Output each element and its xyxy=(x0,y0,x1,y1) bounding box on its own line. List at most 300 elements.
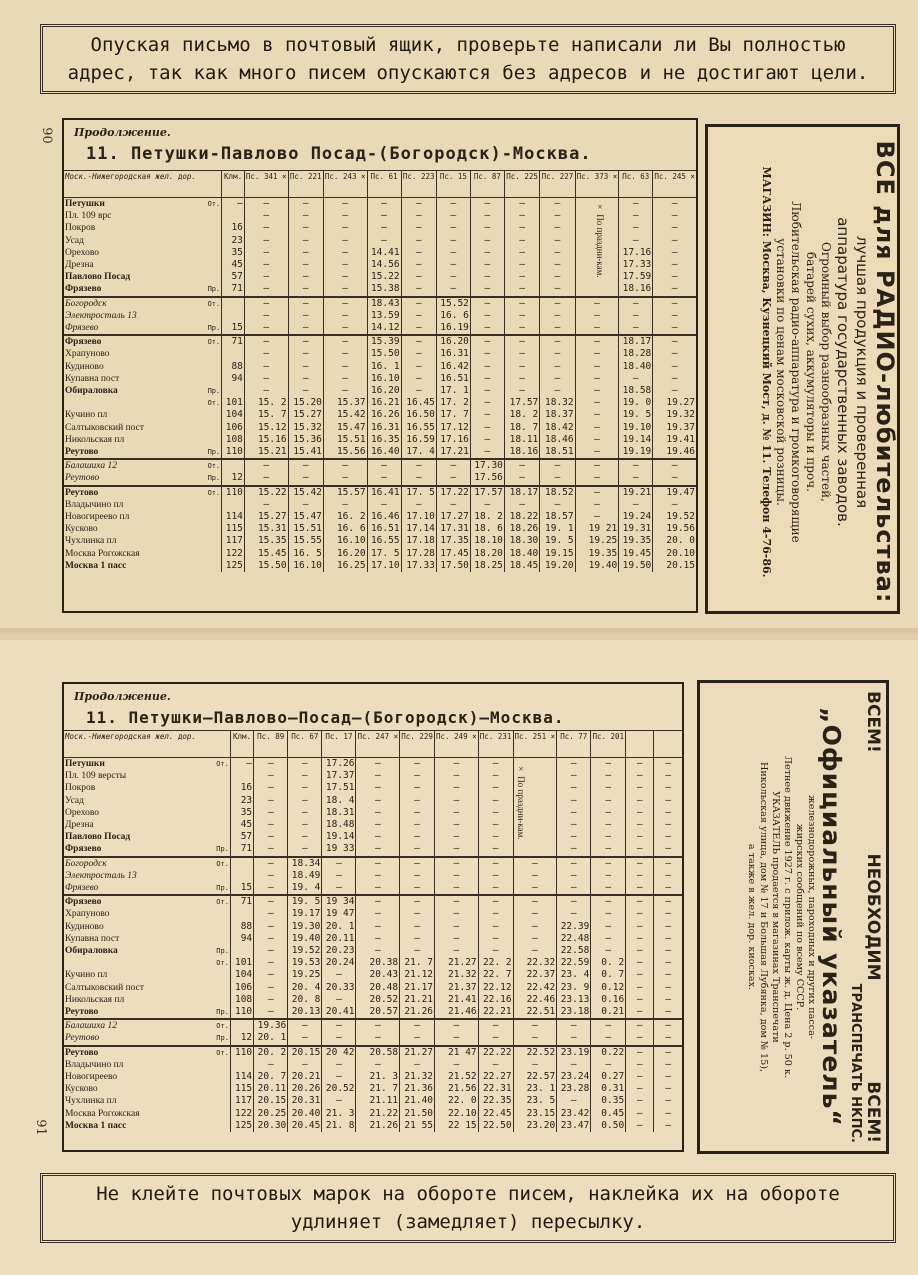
time-cell: — xyxy=(244,385,288,397)
table-row xyxy=(64,422,696,434)
time-cell: 22.10 xyxy=(435,1108,479,1120)
time-cell: — xyxy=(288,1032,322,1045)
station-name: Усад xyxy=(65,795,84,806)
time-cell: — xyxy=(356,921,400,933)
table-row xyxy=(64,446,696,459)
time-cell: 23. 4 xyxy=(557,969,591,981)
time-cell: 22.42 xyxy=(513,982,557,994)
time-cell: — xyxy=(478,758,513,771)
time-cell: — xyxy=(653,247,696,259)
ad-line: батарей сухих, аккумуляторы и проч. xyxy=(804,252,818,492)
time-cell: 16.40 xyxy=(367,446,401,459)
time-cell: 16.51 xyxy=(436,373,470,385)
time-cell: 20.38 xyxy=(356,957,400,969)
table-row xyxy=(64,945,682,957)
time-cell: — xyxy=(626,782,654,794)
time-cell: 19.36 xyxy=(254,1019,288,1032)
time-cell: 16. 1 xyxy=(367,361,401,373)
time-cell: — xyxy=(575,511,619,523)
time-cell: — xyxy=(654,921,682,933)
time-cell: — xyxy=(591,807,626,819)
time-cell: 16.10 xyxy=(367,373,401,385)
time-cell: 20.30 xyxy=(254,1120,288,1132)
arr-dep-mark: Пр. xyxy=(216,947,229,956)
time-cell: — xyxy=(400,908,435,920)
time-cell: — xyxy=(244,198,288,211)
time-cell: 18.46 xyxy=(540,434,575,446)
station-name: Петушки xyxy=(65,759,105,769)
time-cell: — xyxy=(575,472,619,485)
km-cell: 45 xyxy=(230,819,253,831)
train-number-header: Пс. 67 xyxy=(288,731,322,758)
timetable-guide-advertisement xyxy=(697,680,889,1154)
arr-dep-mark: Пр. xyxy=(207,474,221,483)
time-cell: — xyxy=(288,235,323,247)
time-cell: 21 55 xyxy=(400,1120,435,1132)
time-cell: 18. 6 xyxy=(470,523,504,535)
time-cell: — xyxy=(436,459,470,472)
time-cell: — xyxy=(575,322,619,335)
station-name xyxy=(64,957,206,969)
time-cell: 20.11 xyxy=(322,933,356,945)
km-cell xyxy=(222,310,245,322)
km-cell: 88 xyxy=(230,921,253,933)
time-cell: 18.16 xyxy=(504,446,539,459)
time-cell: — xyxy=(254,782,288,794)
arr-dep-mark xyxy=(198,210,221,222)
time-cell: — xyxy=(504,385,539,397)
time-cell: 21. 8 xyxy=(322,1120,356,1132)
arr-dep-mark xyxy=(206,770,230,782)
time-cell: — xyxy=(557,870,591,882)
time-cell: — xyxy=(557,882,591,895)
time-cell: — xyxy=(322,857,356,870)
time-cell: 16.50 xyxy=(401,409,436,421)
arr-dep-mark xyxy=(198,310,221,322)
time-cell: 23. 5 xyxy=(513,1095,557,1107)
time-cell: 18.58 xyxy=(619,385,653,397)
time-cell: 22.58 xyxy=(557,945,591,957)
time-cell: 17.16 xyxy=(619,247,653,259)
train-number-header: Пс. 231 xyxy=(478,731,513,758)
table-row xyxy=(64,895,682,908)
time-cell: — xyxy=(244,283,288,296)
time-cell: — xyxy=(504,283,539,296)
time-cell: — xyxy=(626,843,654,856)
time-cell: 20.15 xyxy=(254,1095,288,1107)
time-cell: — xyxy=(478,795,513,807)
train-number-header: Пс. 87 xyxy=(470,171,504,198)
station-name: Дрезна xyxy=(65,820,94,831)
time-cell: — xyxy=(619,459,653,472)
time-cell: — xyxy=(323,310,367,322)
time-cell: 22.32 xyxy=(513,957,557,969)
time-cell: — xyxy=(288,385,323,397)
time-cell: — xyxy=(323,499,367,511)
time-cell: 20.13 xyxy=(288,1006,322,1019)
table-row xyxy=(64,1006,682,1019)
station-name: Реутово xyxy=(64,486,198,499)
train-number-header: Пс. 15 xyxy=(436,171,470,198)
time-cell: 15.35 xyxy=(244,535,288,547)
time-cell: — xyxy=(540,361,575,373)
time-cell: — xyxy=(470,322,504,335)
time-cell: — xyxy=(478,807,513,819)
time-cell: — xyxy=(653,235,696,247)
time-cell: 16.20 xyxy=(323,548,367,560)
time-cell: — xyxy=(626,1095,654,1107)
time-cell: 19.35 xyxy=(619,535,653,547)
time-cell: 23.47 xyxy=(557,1120,591,1132)
time-cell: 20.15 xyxy=(653,560,696,572)
arr-dep-mark xyxy=(206,831,230,843)
time-cell: — xyxy=(557,1095,591,1107)
time-cell: 19.19 xyxy=(619,446,653,459)
time-cell: — xyxy=(470,259,504,271)
time-cell: 22. 0 xyxy=(435,1095,479,1107)
time-cell: — xyxy=(591,882,626,895)
table-row xyxy=(64,1032,682,1045)
time-cell: — xyxy=(654,770,682,782)
time-cell: — xyxy=(478,1019,513,1032)
table-row xyxy=(64,486,696,499)
time-cell: — xyxy=(244,259,288,271)
time-cell: — xyxy=(470,198,504,211)
time-cell: — xyxy=(323,198,367,211)
time-cell: 18.16 xyxy=(619,283,653,296)
train-number-header xyxy=(654,731,682,758)
time-cell: — xyxy=(436,283,470,296)
time-cell: 23.20 xyxy=(513,1120,557,1132)
station-name: Кудиново xyxy=(65,361,104,372)
km-cell: 125 xyxy=(222,560,245,572)
time-cell: — xyxy=(356,945,400,957)
table-row xyxy=(64,322,696,335)
time-cell: 16.55 xyxy=(367,535,401,547)
km-cell: 101 xyxy=(222,397,245,409)
time-cell: — xyxy=(244,322,288,335)
time-cell: 20.45 xyxy=(288,1120,322,1132)
train-number-header: Пс. 221 xyxy=(288,171,323,198)
time-cell: — xyxy=(575,459,619,472)
holiday-note: × По праздни-кам. xyxy=(516,764,526,840)
station-name: Новогиреево xyxy=(65,1072,118,1083)
time-cell: 18.25 xyxy=(470,560,504,572)
time-cell: 16.35 xyxy=(367,434,401,446)
km-cell xyxy=(230,945,253,957)
arr-dep-mark xyxy=(206,1059,230,1071)
time-cell: — xyxy=(400,1059,435,1071)
km-cell: 108 xyxy=(230,994,253,1006)
time-cell: — xyxy=(540,283,575,296)
arr-dep-mark: От. xyxy=(198,335,221,348)
km-cell: 88 xyxy=(222,361,245,373)
time-cell: 19. 1 xyxy=(540,523,575,535)
time-cell: 22.16 xyxy=(478,994,513,1006)
time-cell: — xyxy=(575,397,619,409)
km-cell xyxy=(222,385,245,397)
time-cell: — xyxy=(654,1095,682,1107)
time-cell: 18.30 xyxy=(504,535,539,547)
time-cell: 17.56 xyxy=(470,472,504,485)
time-cell: 18.43 xyxy=(367,297,401,310)
time-cell: — xyxy=(244,348,288,360)
time-cell: — xyxy=(478,770,513,782)
time-cell: — xyxy=(654,933,682,945)
station-name: Кусково xyxy=(65,1084,98,1095)
time-cell: 19.45 xyxy=(619,548,653,560)
time-cell: — xyxy=(244,297,288,310)
train-number-header: Пс. 341 × xyxy=(244,171,288,198)
time-cell: — xyxy=(513,1032,557,1045)
train-number-header: Пс. 229 xyxy=(400,731,435,758)
arr-dep-mark xyxy=(206,994,230,1006)
km-cell xyxy=(222,210,245,222)
time-cell: — xyxy=(401,322,436,335)
arr-dep-mark xyxy=(206,782,230,794)
time-cell: 19.32 xyxy=(653,409,696,421)
time-cell: — xyxy=(323,297,367,310)
time-cell: 16.19 xyxy=(436,322,470,335)
time-cell: 0.35 xyxy=(591,1095,626,1107)
time-cell: — xyxy=(478,882,513,895)
km-header: Клм. xyxy=(230,731,253,758)
arr-dep-mark: От. xyxy=(206,895,230,908)
table-row xyxy=(64,982,682,994)
km-cell: 117 xyxy=(222,535,245,547)
table-row xyxy=(64,397,696,409)
time-cell: 19. 5 xyxy=(619,409,653,421)
time-cell: 15.42 xyxy=(288,486,323,499)
time-cell: 19. 5 xyxy=(540,535,575,547)
time-cell: 18.48 xyxy=(322,819,356,831)
time-cell: — xyxy=(591,945,626,957)
time-cell: — xyxy=(653,297,696,310)
time-cell: — xyxy=(591,758,626,771)
arr-dep-mark xyxy=(206,908,230,920)
arr-dep-mark xyxy=(206,1071,230,1083)
station-name: Чухлинка пл xyxy=(65,1096,117,1107)
time-cell: — xyxy=(470,361,504,373)
time-cell: — xyxy=(244,271,288,283)
time-cell: 18. 2 xyxy=(504,409,539,421)
time-cell: — xyxy=(575,335,619,348)
time-cell: — xyxy=(626,770,654,782)
time-cell: 20. 1 xyxy=(322,921,356,933)
time-cell: — xyxy=(435,1019,479,1032)
time-cell: 19.41 xyxy=(653,434,696,446)
time-cell: — xyxy=(504,499,539,511)
radio-advertisement xyxy=(705,124,900,614)
time-cell: 15.27 xyxy=(288,409,323,421)
time-cell: — xyxy=(436,222,470,234)
table-row xyxy=(64,523,696,535)
time-cell: — xyxy=(653,373,696,385)
time-cell: 17.27 xyxy=(436,511,470,523)
time-cell: — xyxy=(575,409,619,421)
time-cell: — xyxy=(356,795,400,807)
time-cell: 18.28 xyxy=(619,348,653,360)
arr-dep-mark: Пр. xyxy=(207,324,221,333)
km-cell: 71 xyxy=(222,335,245,348)
time-cell: 21.26 xyxy=(400,1006,435,1019)
time-cell: 22.12 xyxy=(478,982,513,994)
time-cell: — xyxy=(254,895,288,908)
time-cell: 19.10 xyxy=(619,422,653,434)
time-cell: 16.46 xyxy=(367,511,401,523)
station-name: Реутово xyxy=(64,1046,206,1059)
time-cell: 18.45 xyxy=(504,560,539,572)
ad-right-word: ВСЕМ! xyxy=(863,1081,883,1143)
table-row xyxy=(64,933,682,945)
time-cell: 15.27 xyxy=(244,511,288,523)
arr-dep-mark xyxy=(206,870,230,882)
time-cell: — xyxy=(288,297,323,310)
table-row xyxy=(64,870,682,882)
time-cell: — xyxy=(626,1032,654,1045)
time-cell: 18.52 xyxy=(540,486,575,499)
km-cell xyxy=(222,348,245,360)
time-cell: 22 15 xyxy=(435,1120,479,1132)
train-number-header: Пс. 77 xyxy=(557,731,591,758)
time-cell: — xyxy=(654,857,682,870)
ad-line: Летнее движение 1927 г. с прилож. карты ж. д. Цена 2 р. 50 к. xyxy=(782,756,793,1078)
time-cell: 15.36 xyxy=(288,434,323,446)
timetable-bottom xyxy=(62,682,684,1152)
time-cell: 23.15 xyxy=(513,1108,557,1120)
time-cell: — xyxy=(470,283,504,296)
table-row xyxy=(64,373,696,385)
km-cell xyxy=(222,499,245,511)
train-number-header: Пс. 63 xyxy=(619,171,653,198)
time-cell: 17. 7 xyxy=(436,409,470,421)
time-cell: — xyxy=(400,857,435,870)
time-cell: — xyxy=(619,373,653,385)
arr-dep-mark xyxy=(198,409,221,421)
time-cell: — xyxy=(654,1083,682,1095)
time-cell: 18.22 xyxy=(504,511,539,523)
ad-line: Никольская улица, дом № 17 и Большая Лубянка, дом № 15), xyxy=(758,761,769,1073)
train-number-header: Пс. 223 xyxy=(401,171,436,198)
time-cell: — xyxy=(575,310,619,322)
km-cell xyxy=(222,297,245,310)
time-cell: 21.26 xyxy=(356,1120,400,1132)
time-cell: — xyxy=(654,843,682,856)
time-cell: 15.20 xyxy=(288,397,323,409)
station-name: Храпуново xyxy=(65,909,110,920)
time-cell: 17.35 xyxy=(436,535,470,547)
time-cell: 22.59 xyxy=(557,957,591,969)
station-name: Реутово xyxy=(65,1033,100,1044)
table-row xyxy=(64,819,682,831)
station-name: Фрязево xyxy=(65,284,102,295)
table-row xyxy=(64,882,682,895)
ad-address: МАГАЗИН: Москва, Кузнецкий Мост, д. № 11. Телефон 4-76-86. xyxy=(760,166,773,578)
time-cell: — xyxy=(540,335,575,348)
time-cell: — xyxy=(288,758,322,771)
time-cell: — xyxy=(288,819,322,831)
arr-dep-mark xyxy=(198,271,221,283)
time-cell: — xyxy=(654,795,682,807)
table-row xyxy=(64,1083,682,1095)
time-cell: 20. 2 xyxy=(254,1046,288,1059)
time-cell: 22.27 xyxy=(478,1071,513,1083)
time-cell: — xyxy=(653,472,696,485)
time-cell: — xyxy=(654,870,682,882)
km-cell xyxy=(230,870,253,882)
time-cell: — xyxy=(400,807,435,819)
time-cell: 21.50 xyxy=(400,1108,435,1120)
table-row xyxy=(64,1071,682,1083)
time-cell: 19.47 xyxy=(653,486,696,499)
time-cell: — xyxy=(356,908,400,920)
km-cell: 71 xyxy=(230,895,253,908)
time-cell: — xyxy=(619,499,653,511)
time-cell: 22.35 xyxy=(478,1095,513,1107)
time-cell: — xyxy=(654,1071,682,1083)
time-cell: — xyxy=(436,472,470,485)
time-cell: — xyxy=(356,843,400,856)
time-cell: — xyxy=(254,1006,288,1019)
time-cell: — xyxy=(540,235,575,247)
time-cell: — xyxy=(288,499,323,511)
time-cell: 21. 7 xyxy=(356,1083,400,1095)
time-cell: — xyxy=(654,994,682,1006)
time-cell: — xyxy=(478,857,513,870)
time-cell: — xyxy=(400,795,435,807)
time-cell: — xyxy=(470,434,504,446)
time-cell: — xyxy=(435,843,479,856)
time-cell: 18.17 xyxy=(504,486,539,499)
arr-dep-mark xyxy=(198,361,221,373)
km-cell: 108 xyxy=(222,434,245,446)
time-cell: 19.17 xyxy=(288,908,322,920)
time-cell: 17.14 xyxy=(401,523,436,535)
time-cell: — xyxy=(654,819,682,831)
time-cell: — xyxy=(504,472,539,485)
time-cell: — xyxy=(513,1059,557,1071)
time-cell: 15.31 xyxy=(244,523,288,535)
time-cell: — xyxy=(254,870,288,882)
time-cell: 18.42 xyxy=(540,422,575,434)
time-cell: — xyxy=(626,908,654,920)
time-cell: — xyxy=(435,1059,479,1071)
time-cell: 15.12 xyxy=(244,422,288,434)
time-cell: — xyxy=(323,348,367,360)
time-cell: — xyxy=(653,322,696,335)
time-cell: — xyxy=(619,322,653,335)
time-cell: 17.50 xyxy=(436,560,470,572)
time-cell: — xyxy=(557,895,591,908)
time-cell: 23.19 xyxy=(557,1046,591,1059)
km-cell: 101 xyxy=(230,957,253,969)
arr-dep-mark xyxy=(206,1095,230,1107)
station-name: Орехово xyxy=(65,807,100,818)
time-cell: — xyxy=(470,397,504,409)
time-cell: — xyxy=(626,1046,654,1059)
km-cell: 125 xyxy=(230,1120,253,1132)
time-cell: — xyxy=(322,994,356,1006)
time-cell: — xyxy=(356,1059,400,1071)
arr-dep-mark xyxy=(198,235,221,247)
ad-big-title: „Официальный указатель“ xyxy=(817,707,846,1127)
time-cell: — xyxy=(575,348,619,360)
time-cell: 21.56 xyxy=(435,1083,479,1095)
time-cell: — xyxy=(323,335,367,348)
time-cell: — xyxy=(435,870,479,882)
time-cell: — xyxy=(653,499,696,511)
time-cell: 15.16 xyxy=(244,434,288,446)
